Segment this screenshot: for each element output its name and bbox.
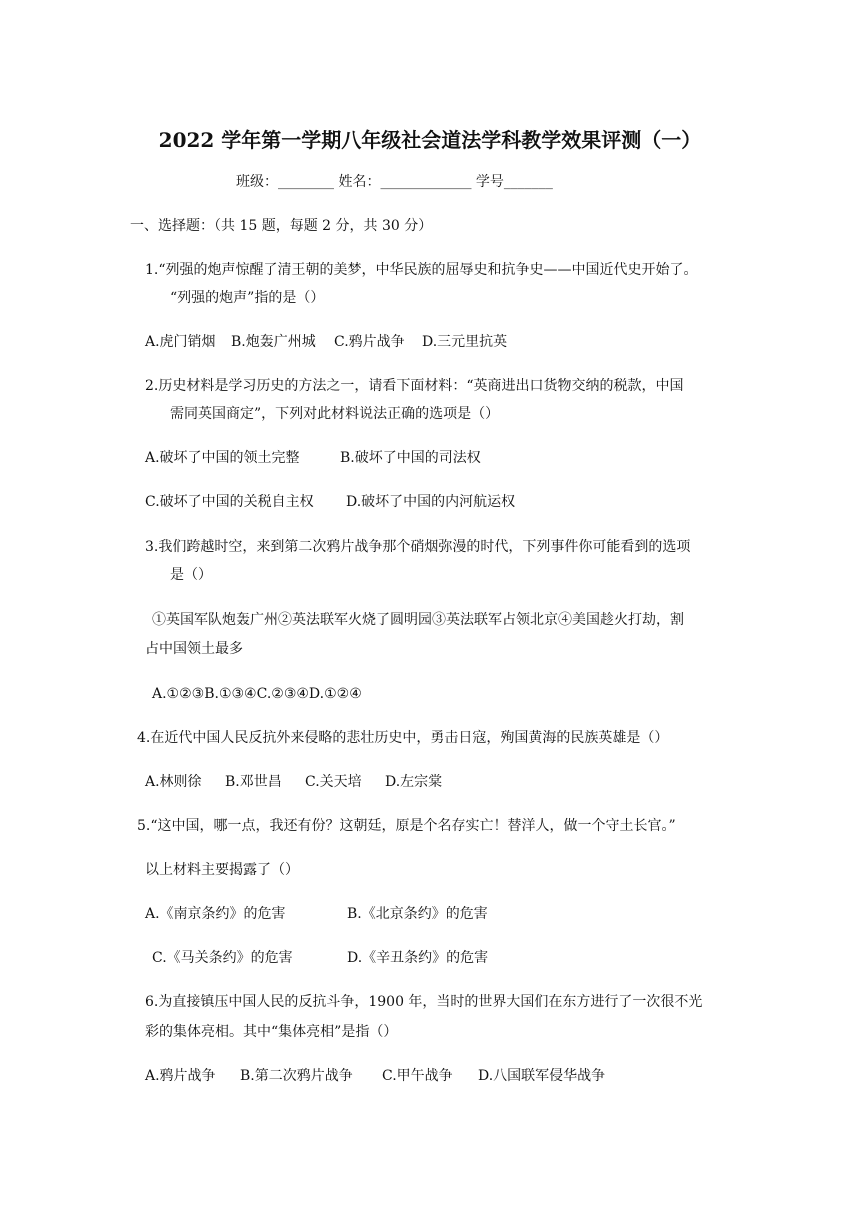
q1-line2: “列强的炮声”指的是（） [170, 290, 325, 306]
q5-options-row1 [145, 904, 488, 924]
q4-option-c: C.关天培 [305, 774, 362, 790]
q2-line1: 2.历史材料是学习历史的方法之一，请看下面材料：“英商进出口货物交纳的税款，中国 [145, 378, 684, 394]
q3-line1: 3.我们跨越时空，来到第二次鸦片战争那个硝烟弥漫的时代，下列事件你可能看到的选项 [145, 539, 691, 555]
q4-option-d: D.左宗棠 [385, 774, 443, 790]
q2-line2: 需同英国商定”，下列对此材料说法正确的选项是（） [170, 406, 500, 422]
q1-option-a: A.虎门销烟 [145, 334, 216, 350]
q3-line4: 占中国领土最多 [145, 641, 243, 657]
q1-options [145, 332, 507, 352]
q6-option-d: D.八国联军侵华战争 [478, 1068, 606, 1084]
q6-option-c: C.甲午战争 [382, 1068, 453, 1084]
q1-option-b: B.炮轰广州城 [231, 334, 316, 350]
page-title: 2022 学年第一学期八年级社会道法学科教学效果评测（一） [158, 128, 702, 152]
q4-option-a: A.林则徐 [145, 774, 202, 790]
section-heading: 一、选择题：（共 15 题，每题 2 分，共 30 分） [130, 218, 433, 234]
q2-options-row2 [145, 492, 515, 512]
q5-option-a: A.《南京条约》的危害 [145, 906, 286, 922]
q5-option-b: B.《北京条约》的危害 [347, 906, 488, 922]
q1-line1: 1.“列强的炮声惊醒了清王朝的美梦，中华民族的屈辱史和抗争史——中国近代史开始了。 [145, 262, 698, 278]
q5-option-c: C.《马关条约》的危害 [152, 950, 293, 966]
q5-line1: 5.“这中国，哪一点，我还有份？这朝廷，原是个名存实亡！替洋人，做一个守土长官。” [137, 818, 676, 834]
q6-options [145, 1066, 605, 1086]
q3-line2: 是（） [170, 567, 212, 583]
q2-options-row1 [145, 448, 481, 468]
q3-options: A.①②③B.①③④C.②③④D.①②④ [152, 686, 362, 702]
q2-option-c: C.破坏了中国的关税自主权 [145, 494, 314, 510]
q1-option-c: C.鸦片战争 [334, 334, 405, 350]
q5-line2: 以上材料主要揭露了（） [145, 862, 299, 878]
q6-option-a: A.鸦片战争 [145, 1068, 216, 1084]
q2-option-a: A.破坏了中国的领土完整 [145, 450, 300, 466]
q2-option-b: B.破坏了中国的司法权 [340, 450, 481, 466]
q4-option-b: B.邓世昌 [225, 774, 282, 790]
q5-options-row2 [152, 948, 488, 968]
q6-line1: 6.为直接镇压中国人民的反抗斗争，1900 年，当时的世界大国们在东方进行了一次很不光 [145, 994, 703, 1010]
q6-option-b: B.第二次鸦片战争 [240, 1068, 353, 1084]
q5-option-d: D.《辛丑条约》的危害 [347, 950, 489, 966]
student-info-line: 班级：________ 姓名：_____________ 学号_______ [236, 174, 553, 190]
q4-line1: 4.在近代中国人民反抗外来侵略的悲壮历史中，勇击日寇，殉国黄海的民族英雄是（） [137, 730, 669, 746]
q1-option-d: D.三元里抗英 [422, 334, 508, 350]
q4-options [145, 772, 442, 792]
q3-line3: ①英国军队炮轰广州②英法联军火烧了圆明园③英法联军占领北京④美国趁火打劫，割 [152, 612, 684, 628]
q2-option-d: D.破坏了中国的内河航运权 [346, 494, 516, 510]
q6-line2: 彩的集体亮相。其中“集体亮相”是指（） [145, 1024, 398, 1040]
